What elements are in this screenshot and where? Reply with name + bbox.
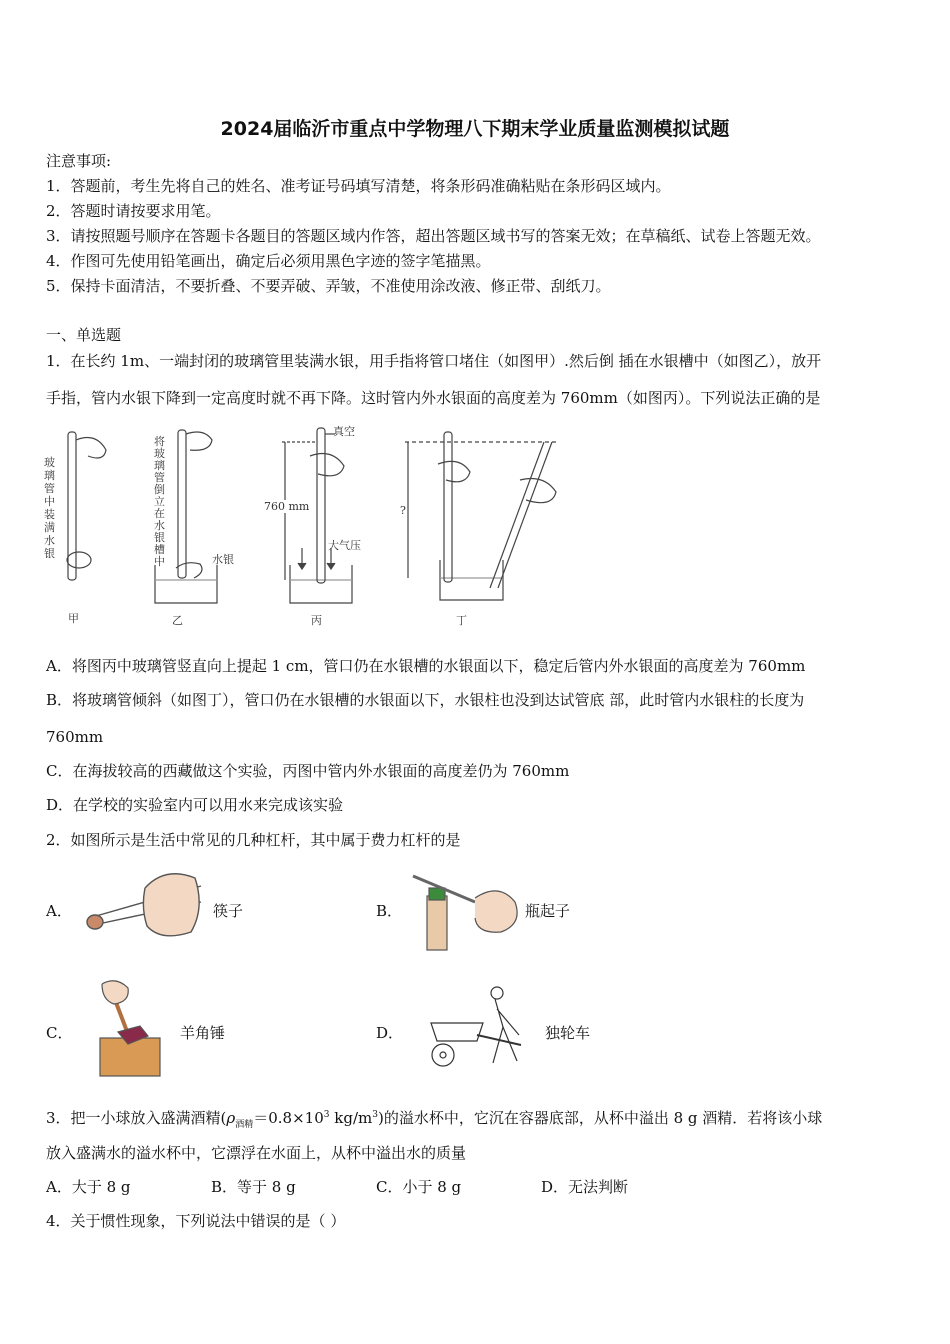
hand-jia-top <box>76 438 106 458</box>
wheelbarrow-illustration <box>425 985 545 1075</box>
q3-option-b: B．等于 8 g <box>211 1178 296 1196</box>
trough-bing <box>290 565 352 603</box>
q3-exp: 3 <box>323 1110 330 1120</box>
label-yi-vertical: 将玻璃管倒立在水银槽中 <box>154 435 165 568</box>
q2-a-letter: A． <box>46 902 72 920</box>
tube-bing <box>317 428 325 583</box>
notice-item: 5．保持卡面清洁，不要折叠、不要弄破、弄皱，不准使用涂改液、修正带、刮纸刀。 <box>46 277 611 295</box>
notice-item: 4．作图可先使用铅笔画出，确定后必须用黑色字迹的签字笔描黑。 <box>46 252 491 270</box>
q3-unit: kg/m <box>329 1109 373 1127</box>
q2-d-letter: D． <box>376 1024 404 1042</box>
tube-yi <box>178 430 186 578</box>
notice-item: 1．答题前，考生先将自己的姓名、准考证号码填写清楚，将条形码准确粘贴在条形码区域内。 <box>46 177 671 195</box>
page-title: 2024届临沂市重点中学物理八下期末学业质量监测模拟试题 <box>220 118 730 140</box>
q3-stem-line2: 放入盛满水的溢水杯中，它漂浮在水面上，从杯中溢出水的质量 <box>46 1144 467 1162</box>
q3-pre: 3．把一小球放入盛满酒精( <box>46 1109 227 1127</box>
hand-yi-bottom <box>176 563 202 578</box>
label-jia-vertical: 玻璃管中装满水银 <box>44 456 55 560</box>
notice-heading: 注意事项: <box>46 152 112 170</box>
tube-jia <box>68 432 76 580</box>
label-vacuum: 真空 <box>333 425 355 438</box>
label-atm: 大气压 <box>328 539 361 552</box>
q1-stem-line2: 手指，管内水银下降到一定高度时就不再下降。这时管内外水银面的高度差为 760mm（如图丙）。下列说法正确的是 <box>46 389 821 407</box>
finger-jia-bottom <box>67 552 91 568</box>
caption-bing: 丙 <box>311 614 322 627</box>
q3-option-d: D．无法判断 <box>541 1178 629 1196</box>
section-heading: 一、单选题 <box>46 326 122 344</box>
q3-post: )的溢水杯中，它沉在容器底部，从杯中溢出 8 g 酒精．若将该小球 <box>377 1109 823 1127</box>
caption-jia: 甲 <box>68 612 79 625</box>
q1-stem-line1: 1．在长约 1m、一端封闭的玻璃管里装满水银，用手指将管口堵住（如图甲）.然后倒 插在水银槽中（如图乙），放开 <box>46 352 822 370</box>
q2-d-text: 独轮车 <box>545 1024 591 1042</box>
tube-ding-tilt-b <box>498 442 552 588</box>
q1-option-d: D．在学校的实验室内可以用水来完成该实验 <box>46 796 344 814</box>
q1-option-b: B．将玻璃管倾斜（如图丁），管口仍在水银槽的水银面以下，水银柱也没到达试管底 部，此时管内水银柱的长度为 <box>46 691 805 709</box>
q2-stem: 2．如图所示是生活中常见的几种杠杆，其中属于费力杠杆的是 <box>46 831 461 849</box>
q2-a-text: 筷子 <box>213 902 244 920</box>
notice-item: 2．答题时请按要求用笔。 <box>46 202 221 220</box>
q1-option-b-cont: 760mm <box>46 728 104 746</box>
q3-rho: ρ <box>226 1109 236 1127</box>
q2-b-letter: B． <box>376 902 403 920</box>
tube-ding-tilt-a <box>490 442 544 588</box>
hand-ding-left <box>438 461 470 481</box>
label-mercury: 水银 <box>212 553 234 566</box>
q3-rho-sub: 酒精 <box>235 1120 254 1130</box>
q3-option-c: C．小于 8 g <box>376 1178 462 1196</box>
chopsticks-illustration <box>85 868 205 948</box>
q3-stem-line1 <box>46 1106 822 1134</box>
q2-c-letter: C． <box>46 1024 73 1042</box>
caption-yi: 乙 <box>172 614 183 627</box>
q3-unit-exp: 3 <box>372 1110 378 1120</box>
q1-option-c: C．在海拔较高的西藏做这个实验，丙图中管内外水银面的高度差仍为 760mm <box>46 762 570 780</box>
q1-figure <box>0 420 950 650</box>
hand-yi-top <box>186 432 212 450</box>
q1-option-a: A．将图丙中玻璃管竖直向上提起 1 cm，管口仍在水银槽的水银面以下，稳定后管内外水银面的高度差为 760mm <box>46 657 806 675</box>
q4-stem: 4．关于惯性现象，下列说法中错误的是（ ） <box>46 1212 346 1230</box>
tube-ding-vertical <box>444 432 452 582</box>
label-760mm: 760 mm <box>264 500 310 513</box>
q3-option-a: A．大于 8 g <box>46 1178 131 1196</box>
claw-hammer-illustration <box>98 978 168 1078</box>
q2-c-text: 羊角锤 <box>180 1024 226 1042</box>
q3-value: ＝0.8×10 <box>253 1109 324 1127</box>
hand-bing <box>310 454 344 476</box>
notice-item: 3．请按照题号顺序在答题卡各题目的答题区域内作答，超出答题区域书写的答案无效；在草稿纸、试卷上答题无效。 <box>46 227 821 245</box>
bottle-opener-illustration <box>405 862 525 952</box>
label-question: ? <box>400 504 406 517</box>
q2-b-text: 瓶起子 <box>525 902 571 920</box>
caption-ding: 丁 <box>456 614 467 627</box>
